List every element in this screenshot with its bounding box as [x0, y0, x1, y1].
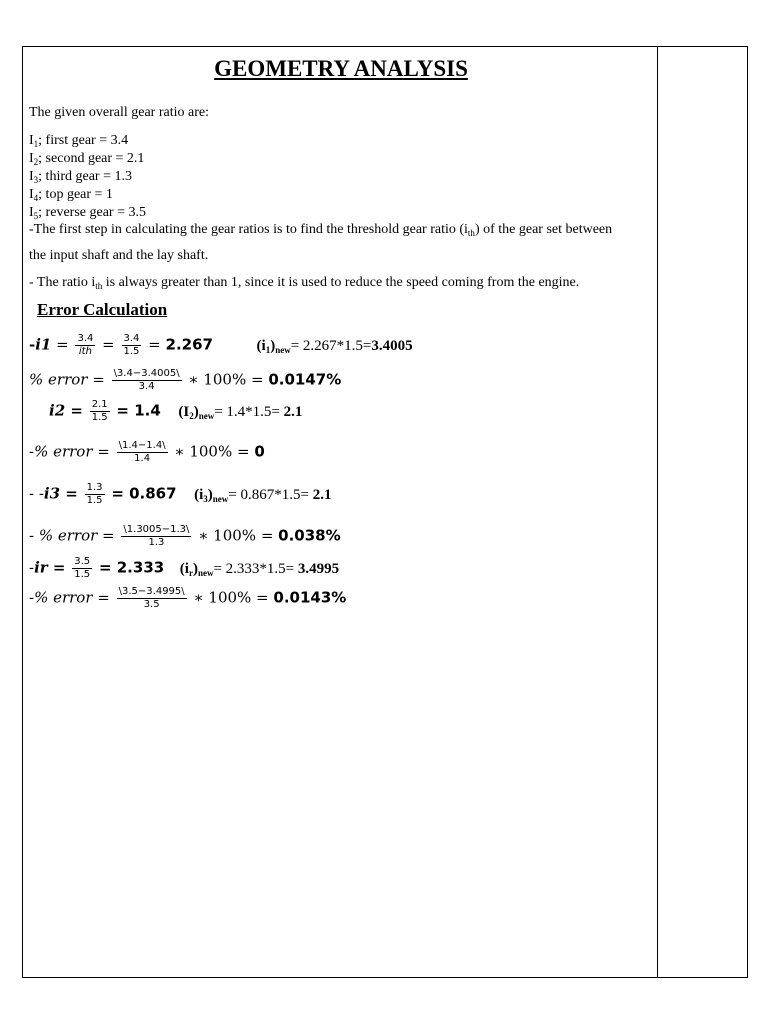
section-heading: Error Calculation	[37, 300, 168, 319]
equation-i1: -i1 = $\frac{3.4}{\text{ith}}$ = $\frac{3.4}{1.5}$ = 2.267 $(i_1)_{new}= 2.267*1.5=3.4005$	[29, 333, 413, 357]
equation-i2: i2 = $\frac{2.1}{1.5}$ = 1.4 $(I_2)_{new}= 1.4*1.5= 2.1$	[49, 399, 303, 423]
equation-ir: -ir = $\frac{3.5}{1.5}$ = 2.333 $(i_r)_{new}= 2.333*1.5= 3.4995$	[29, 556, 340, 580]
intro-text: The given overall gear ratio are:	[29, 105, 209, 120]
page-title: GEOMETRY ANALYSIS	[214, 56, 468, 81]
gear-item: $I_4$; top gear = 1	[29, 187, 113, 203]
equation-error4: -% error = $\frac{\backslash 3.5-3.4995\backslash}{3.5}$ ∗ 100% = 0.0143%	[29, 586, 347, 610]
gear-item: $I_5$; reverse gear = 3.5	[29, 205, 146, 221]
equation-i3: - -i3 = $\frac{1.3}{1.5}$ = 0.867 $(i_3)_{new}= 0.867*1.5= 2.1$	[29, 482, 332, 506]
margin-column-divider	[657, 46, 658, 978]
equation-error3: - % error = $\frac{\backslash 1.3005-1.3\backslash}{1.3}$ ∗ 100% = 0.038%	[29, 524, 341, 548]
gear-item: $I_1$; first gear = 3.4	[29, 133, 129, 149]
gear-item: $I_2$; second gear = 2.1	[29, 151, 145, 167]
ratio-note: - The ratio $i_{th}$ is always greater than 1, since it is used to reduce the speed coming from the engine.	[29, 275, 580, 291]
threshold-paragraph: -The first step in calculating the gear ratios is to find the threshold gear ratio $(i_{th})$ of the gear set between	[29, 222, 613, 238]
gear-item: $I_3$; third gear = 1.3	[29, 169, 132, 185]
threshold-paragraph-cont: the input shaft and the lay shaft.	[29, 248, 209, 263]
equation-error2: -% error = $\frac{\backslash 1.4-1.4\backslash}{1.4}$ ∗ 100% = 0	[29, 440, 265, 464]
equation-error1: % error = $\frac{\backslash 3.4-3.4005\backslash}{3.4}$ ∗ 100% = 0.0147%	[29, 368, 342, 392]
